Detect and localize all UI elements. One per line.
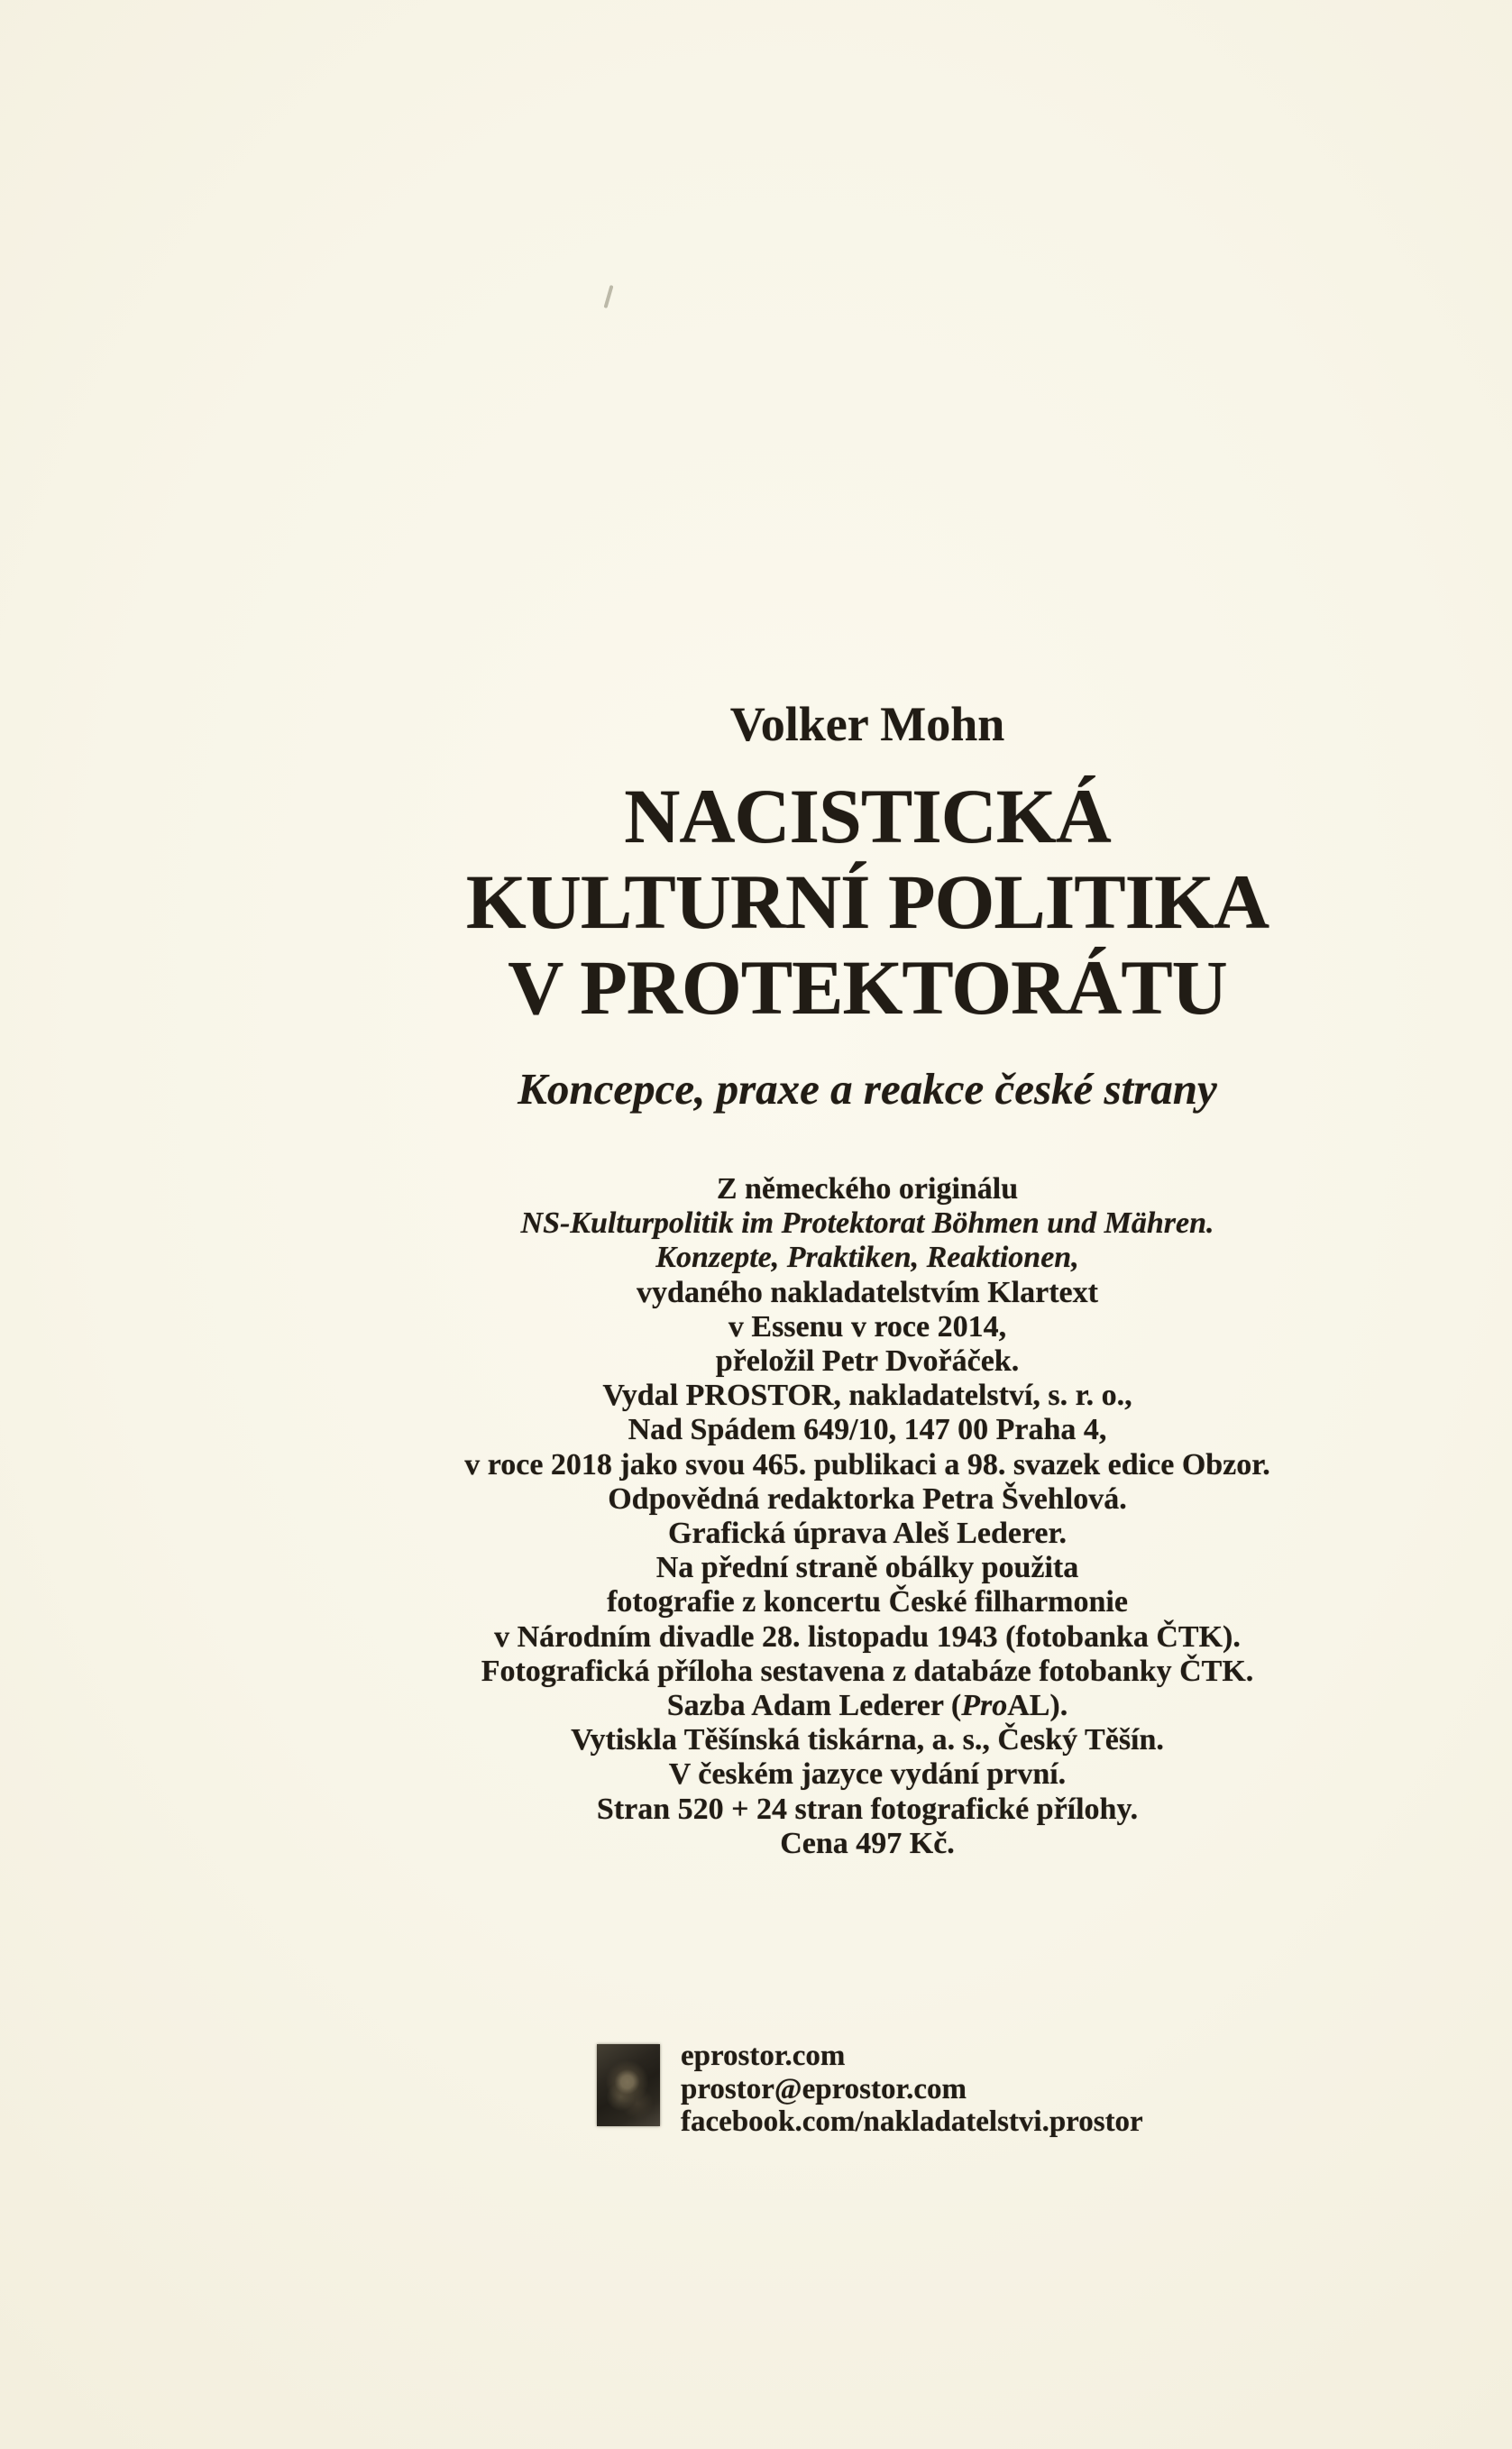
typesetting-suffix: AL). (1007, 1689, 1068, 1723)
imprint-line-publisher: Vydal PROSTOR, nakladatelství, s. r. o., (602, 1379, 1132, 1413)
imprint-line-photo-annex: Fotografická příloha sestavena z databáze fotobanky ČTK. (481, 1654, 1254, 1688)
typesetting-prefix: Sazba Adam Lederer ( (666, 1689, 962, 1723)
imprint-line-translator: přeložil Petr Dvořáček. (715, 1344, 1020, 1379)
scan-artifact-slash (603, 285, 613, 308)
imprint-line-graphic-design: Grafická úprava Aleš Lederer. (668, 1517, 1067, 1551)
imprint-line-original-subtitle: Konzepte, Praktiken, Reaktionen, (655, 1241, 1079, 1275)
book-title-line-3: V PROTEKTORÁTU (508, 944, 1227, 1031)
imprint-line-page-count: Stran 520 + 24 stran fotografické přílohy. (596, 1792, 1139, 1826)
imprint-line-publisher-address: Nad Spádem 649/10, 147 00 Praha 4, (628, 1413, 1107, 1447)
imprint-block (236, 1172, 1498, 1861)
book-subtitle: Koncepce, praxe a reakce české strany (518, 1064, 1217, 1114)
book-title-line-1: NACISTICKÁ (624, 773, 1111, 859)
imprint-line-edition-first: V českém jazyce vydání první. (668, 1757, 1067, 1792)
imprint-line-printer: Vytiskla Těšínská tiskárna, a. s., Český Těšín. (571, 1723, 1164, 1757)
publisher-website: eprostor.com (681, 2040, 846, 2072)
imprint-line-original-publisher: vydaného nakladatelstvím Klartext (637, 1275, 1098, 1309)
imprint-line-cover-note-2: fotografie z koncertu České filharmonie (607, 1585, 1128, 1619)
imprint-line-typesetting (236, 1689, 1498, 1723)
imprint-line-editor: Odpovědná redaktorka Petra Švehlová. (608, 1481, 1127, 1516)
publisher-email: prostor@eprostor.com (681, 2072, 967, 2105)
book-author: Volker Mohn (729, 697, 1005, 751)
book-title (236, 774, 1498, 1031)
book-title-line-2: KULTURNÍ POLITIKA (465, 858, 1269, 945)
imprint-line-cover-note-3: v Národním divadle 28. listopadu 1943 (fotobanka ČTK). (494, 1619, 1241, 1654)
publisher-contact-block (681, 2040, 1143, 2139)
imprint-line-cover-note-1: Na přední straně obálky použita (655, 1551, 1079, 1585)
publisher-logo (597, 2044, 660, 2126)
imprint-line-original-title: NS-Kulturpolitik im Protektorat Böhmen und Mähren. (520, 1206, 1214, 1241)
imprint-line-price: Cena 497 Kč. (780, 1826, 955, 1860)
imprint-line-original-place-year: v Essenu v roce 2014, (728, 1309, 1007, 1344)
typesetting-italic: Pro (961, 1689, 1008, 1723)
imprint-line-edition-info: v roce 2018 jako svou 465. publikaci a 98. svazek edice Obzor. (464, 1447, 1270, 1481)
publisher-facebook: facebook.com/nakladatelstvi.prostor (681, 2105, 1143, 2139)
imprint-line-original-note: Z německého originálu (716, 1172, 1019, 1206)
